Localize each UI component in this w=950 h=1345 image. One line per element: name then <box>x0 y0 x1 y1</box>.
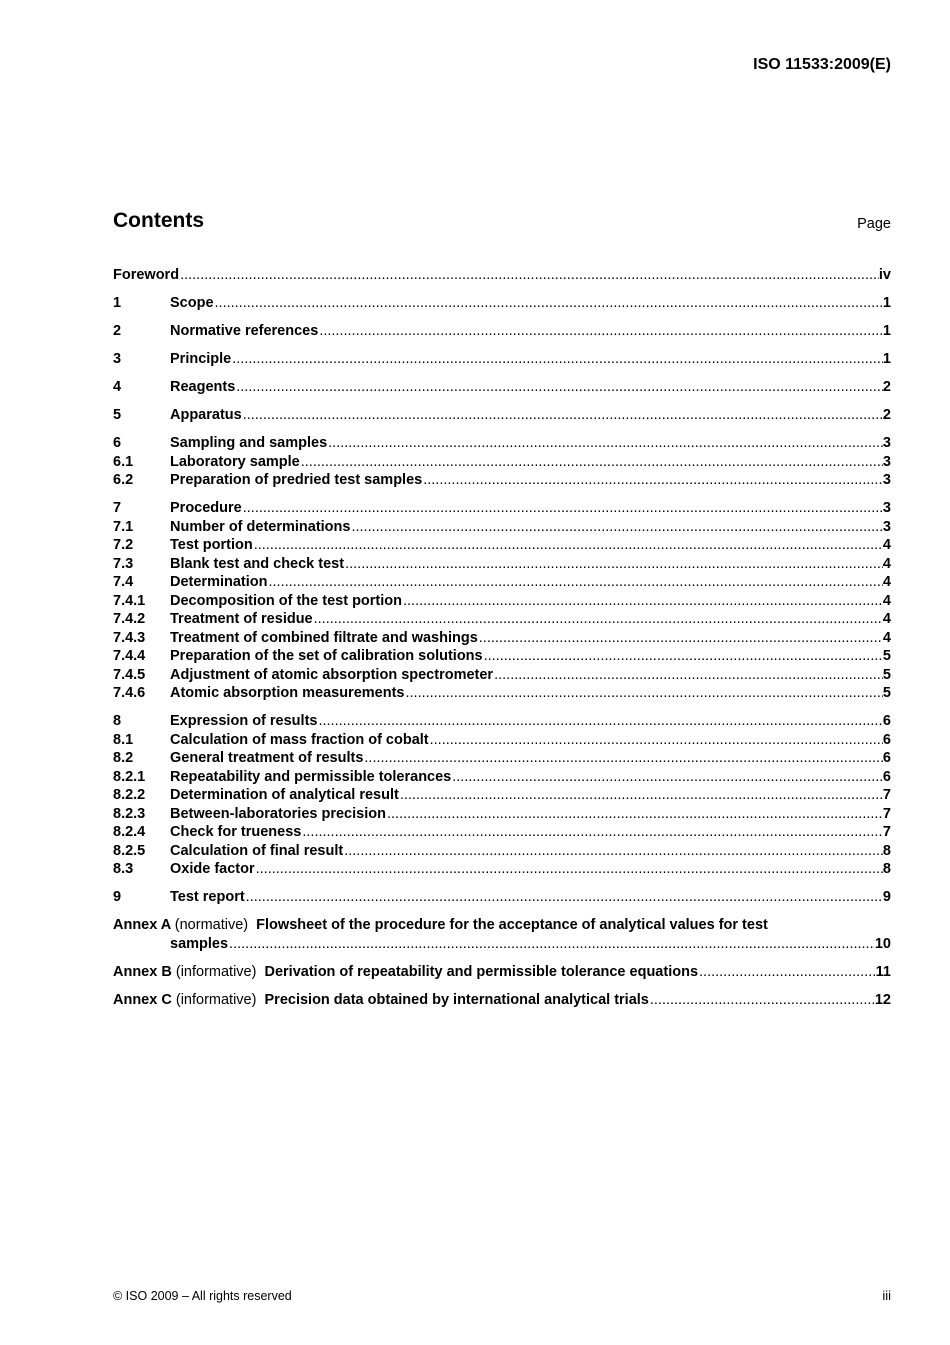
toc-entry-page: 2 <box>882 379 891 395</box>
annex-label: Annex B <box>113 963 172 980</box>
toc-entry[interactable] <box>113 768 891 787</box>
toc-entry-number: 6.1 <box>113 453 134 470</box>
toc-entry-title: Reagents <box>170 379 236 395</box>
toc-entry-page: 5 <box>882 685 891 701</box>
toc-entry[interactable] <box>113 888 891 907</box>
toc-entry-title: Atomic absorption measurements <box>170 685 405 701</box>
toc-entry-title: Check for trueness <box>170 824 302 840</box>
toc-entry-page: 3 <box>882 453 891 470</box>
toc-entry-title: Adjustment of atomic absorption spectrometer <box>170 666 494 683</box>
toc-entry[interactable] <box>113 684 891 703</box>
toc-entry-title: Sampling and samples <box>170 435 328 451</box>
leader-dots <box>318 322 883 341</box>
toc-entry-page: 2 <box>882 407 891 423</box>
toc-entry-page: 4 <box>882 555 891 572</box>
toc-entry-number: 7 <box>113 500 122 516</box>
document-id: ISO 11533:2009(E) <box>753 56 891 73</box>
toc-entry-title: Determination of analytical result <box>170 787 399 803</box>
leader-dots <box>451 768 883 787</box>
toc-annex-c[interactable] <box>113 991 891 1010</box>
annex-title-continued: samples <box>170 935 229 952</box>
toc-entry-number: 8.2.4 <box>113 824 146 840</box>
toc-entry-number: 7.4 <box>113 574 134 590</box>
leader-dots <box>231 350 883 369</box>
toc-entry-title: Apparatus <box>170 407 242 423</box>
toc-entry-page: 1 <box>882 295 891 311</box>
annex-type: (informative) <box>175 991 257 1008</box>
leader-dots <box>404 684 882 703</box>
toc-entry-page: 4 <box>882 537 891 553</box>
toc-entries <box>113 266 891 907</box>
toc-entry-page: 8 <box>882 861 891 877</box>
toc-entry-number: 8.2.2 <box>113 787 146 803</box>
leader-dots <box>363 749 883 768</box>
toc-entry[interactable] <box>113 805 891 824</box>
leader-dots <box>343 842 883 861</box>
toc-entry[interactable] <box>113 610 891 629</box>
toc-entry[interactable] <box>113 294 891 313</box>
toc-entry-title: Determination <box>170 574 268 590</box>
toc-entry-number: 4 <box>113 379 122 395</box>
toc-entry-title: Principle <box>170 351 232 367</box>
toc-entry[interactable] <box>113 786 891 805</box>
toc-annex-a[interactable] <box>113 916 891 953</box>
leader-dots <box>300 453 883 472</box>
toc-entry-number: 2 <box>113 323 122 339</box>
annex-label: Annex C <box>113 991 172 1008</box>
toc-entry[interactable] <box>113 453 891 472</box>
leader-dots <box>255 860 883 879</box>
toc-entry[interactable] <box>113 592 891 611</box>
toc-entry-page: 3 <box>882 435 891 451</box>
leader-dots <box>253 536 883 555</box>
toc-entry-number: 8.1 <box>113 731 134 748</box>
toc-entry-number: 7.2 <box>113 537 134 553</box>
toc-entry-title: Calculation of mass fraction of cobalt <box>170 731 429 748</box>
leader-dots <box>698 963 876 982</box>
toc-entry-title: Treatment of residue <box>170 611 313 627</box>
toc-entry-title: Laboratory sample <box>170 453 300 470</box>
toc-entry-page: 9 <box>882 889 891 905</box>
toc-entry-title: Number of determinations <box>170 518 351 535</box>
toc-entry-title: Expression of results <box>170 713 318 729</box>
toc-entry[interactable] <box>113 712 891 731</box>
toc-entry-title: Normative references <box>170 323 319 339</box>
toc-entry-title: Repeatability and permissible tolerances <box>170 768 452 785</box>
toc-entry-number: 7.4.1 <box>113 592 146 609</box>
leader-dots <box>350 518 882 537</box>
toc-entry-number: 7.4.3 <box>113 629 146 646</box>
toc-entry-page: 8 <box>882 842 891 859</box>
toc-entry-title: Blank test and check test <box>170 555 345 572</box>
leader-dots <box>317 712 882 731</box>
toc-entry-number: 1 <box>113 295 122 311</box>
table-of-contents <box>113 266 891 1009</box>
toc-entry[interactable] <box>113 434 891 453</box>
toc-entry-page: 5 <box>882 648 891 664</box>
toc-entry-title: Test report <box>170 889 245 905</box>
leader-dots <box>399 786 883 805</box>
toc-entry-title: Decomposition of the test portion <box>170 592 402 609</box>
leader-dots <box>422 471 883 490</box>
leader-dots <box>235 378 883 397</box>
toc-entry-title: Foreword <box>113 267 180 283</box>
toc-entry-title: Between-laboratories precision <box>170 805 386 822</box>
leader-dots <box>344 555 883 574</box>
leader-dots <box>483 647 883 666</box>
toc-entry-number: 7.4.5 <box>113 666 146 683</box>
toc-entry-title: Procedure <box>170 500 242 516</box>
toc-entry-title: General treatment of results <box>170 750 364 766</box>
toc-entry[interactable] <box>113 378 891 397</box>
toc-entry-number: 7.4.4 <box>113 648 146 664</box>
toc-entry[interactable] <box>113 536 891 555</box>
toc-entry-number: 3 <box>113 351 122 367</box>
toc-entry-page: 5 <box>882 666 891 683</box>
page-number: iii <box>882 1288 891 1303</box>
toc-entry-number: 8.2.1 <box>113 768 146 785</box>
toc-entry-page: 6 <box>882 750 891 766</box>
toc-entry-page: iv <box>878 267 891 283</box>
annex-page: 10 <box>874 935 891 952</box>
toc-entry[interactable] <box>113 860 891 879</box>
leader-dots <box>242 406 883 425</box>
toc-entry-number: 6.2 <box>113 472 134 488</box>
copyright-notice: © ISO 2009 – All rights reserved <box>113 1289 292 1303</box>
toc-entry-number: 8.2.5 <box>113 842 146 859</box>
toc-entry-page: 4 <box>882 611 891 627</box>
contents-heading: Contents <box>113 209 204 232</box>
toc-entry[interactable] <box>113 749 891 768</box>
toc-entry-page: 6 <box>882 713 891 729</box>
toc-entry[interactable] <box>113 666 891 685</box>
toc-entry-title: Preparation of the set of calibration solutions <box>170 648 483 664</box>
leader-dots <box>301 823 883 842</box>
leader-dots <box>327 434 883 453</box>
toc-entry-number: 9 <box>113 889 122 905</box>
toc-entry[interactable] <box>113 518 891 537</box>
leader-dots <box>214 294 883 313</box>
toc-entry-number: 7.3 <box>113 555 134 572</box>
toc-entry[interactable] <box>113 555 891 574</box>
toc-entry-page: 1 <box>882 351 891 367</box>
toc-entry-page: 1 <box>882 323 891 339</box>
toc-entry[interactable] <box>113 499 891 518</box>
toc-entry-page: 3 <box>882 500 891 516</box>
annex-label: Annex A <box>113 917 171 933</box>
toc-entry[interactable] <box>113 573 891 592</box>
page-column-label: Page <box>857 216 891 232</box>
toc-entry-number: 7.4.6 <box>113 685 146 701</box>
toc-entry-title: Calculation of final result <box>170 842 344 859</box>
toc-entry-number: 8.3 <box>113 861 134 877</box>
leader-dots <box>478 629 883 648</box>
toc-entry-title: Oxide factor <box>170 861 255 877</box>
toc-entry-page: 3 <box>882 472 891 488</box>
annex-page: 12 <box>874 991 891 1008</box>
leader-dots <box>245 888 883 907</box>
toc-entry-title: Preparation of predried test samples <box>170 472 423 488</box>
leader-dots <box>228 935 875 954</box>
leader-dots <box>268 573 883 592</box>
toc-entry-number: 8.2.3 <box>113 805 146 822</box>
toc-entry[interactable] <box>113 266 891 285</box>
annex-type: (normative) <box>174 917 249 933</box>
toc-entry[interactable] <box>113 471 891 490</box>
toc-entry-page: 7 <box>882 787 891 803</box>
toc-entry-page: 3 <box>882 518 891 535</box>
toc-entry[interactable] <box>113 350 891 369</box>
leader-dots <box>386 805 883 824</box>
annex-page: 11 <box>875 963 891 980</box>
annex-title: Flowsheet of the procedure for the acceptance of analytical values for test <box>256 917 768 933</box>
toc-entry[interactable] <box>113 322 891 341</box>
leader-dots <box>402 592 883 611</box>
toc-entry-page: 6 <box>882 731 891 748</box>
leader-dots <box>242 499 883 518</box>
toc-entry-page: 4 <box>882 574 891 590</box>
leader-dots <box>313 610 883 629</box>
toc-entry-number: 8.2 <box>113 750 134 766</box>
toc-entry-number: 5 <box>113 407 122 423</box>
toc-entry[interactable] <box>113 823 891 842</box>
annex-type: (informative) <box>175 963 257 980</box>
toc-entry-page: 7 <box>882 824 891 840</box>
leader-dots <box>649 991 875 1010</box>
toc-entry[interactable] <box>113 842 891 861</box>
leader-dots <box>429 731 883 750</box>
toc-entry-title: Scope <box>170 295 214 311</box>
toc-entry-page: 6 <box>882 768 891 785</box>
toc-entry-number: 8 <box>113 713 122 729</box>
toc-entry-number: 7.4.2 <box>113 611 146 627</box>
annex-title: Derivation of repeatability and permissible tolerance equations <box>264 963 699 980</box>
toc-entry-number: 6 <box>113 435 122 451</box>
toc-entry-page: 4 <box>882 592 891 609</box>
toc-entry[interactable] <box>113 647 891 666</box>
leader-dots <box>493 666 883 685</box>
toc-entry-page: 4 <box>882 629 891 646</box>
toc-entry[interactable] <box>113 629 891 648</box>
toc-entry-page: 7 <box>882 805 891 822</box>
toc-entry[interactable] <box>113 406 891 425</box>
toc-entry-number: 7.1 <box>113 518 134 535</box>
leader-dots <box>179 266 879 285</box>
toc-annex-b[interactable] <box>113 963 891 982</box>
toc-entry-title: Test portion <box>170 537 253 553</box>
toc-entry-title: Treatment of combined filtrate and washings <box>170 629 478 646</box>
annex-title: Precision data obtained by international analytical trials <box>264 991 649 1008</box>
toc-entry[interactable] <box>113 731 891 750</box>
